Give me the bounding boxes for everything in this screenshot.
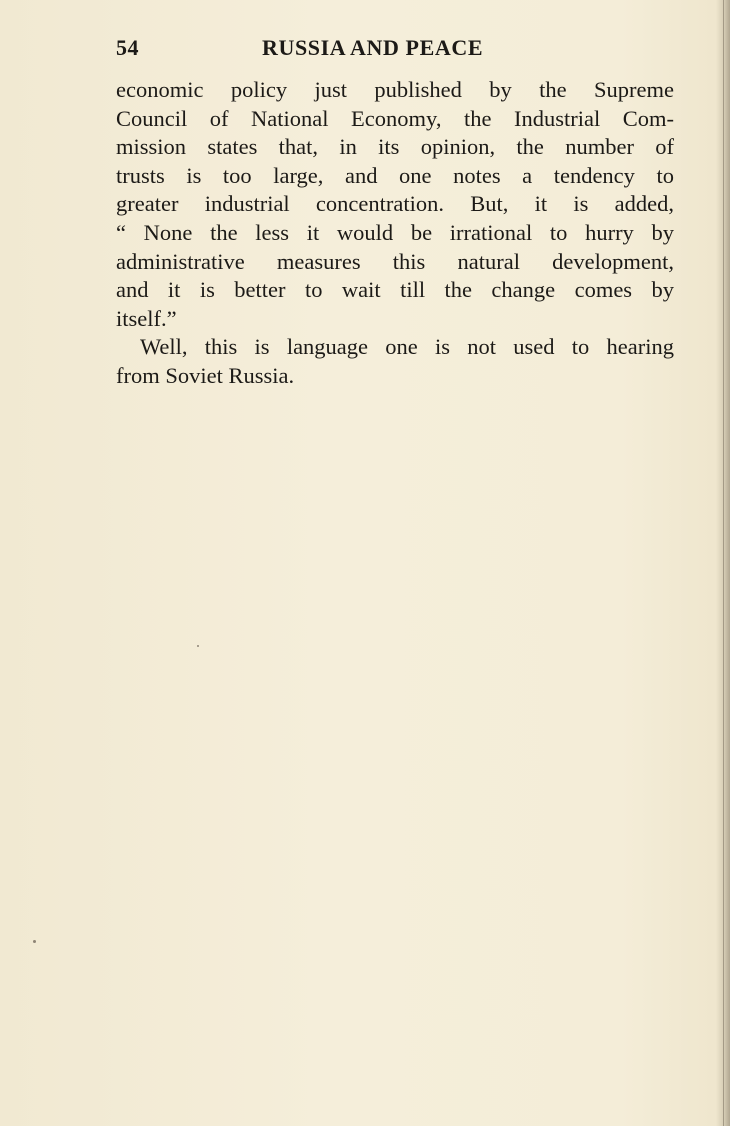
paper-speck xyxy=(33,940,36,943)
paragraph-first-line: Well, this is language one is not used to hearing xyxy=(140,334,674,360)
text-line: greater industrial concentration. But, it is added, xyxy=(116,191,674,217)
page-header xyxy=(116,35,676,65)
text-line: mission states that, in its opinion, the number of xyxy=(116,134,674,160)
text-line: economic policy just published by the Supreme xyxy=(116,77,674,102)
page-number: 54 xyxy=(116,35,139,60)
paper-speck xyxy=(197,645,199,647)
body-text xyxy=(116,76,674,391)
text-line: and it is better to wait till the change comes by xyxy=(116,277,674,303)
text-line: Council of National Economy, the Industrial Com- xyxy=(116,105,674,131)
text-line: itself.” xyxy=(116,305,177,331)
text-line: from Soviet Russia. xyxy=(116,362,295,388)
page-edge-line xyxy=(723,0,724,1126)
text-line: “ None the less it would be irrational to hurry by xyxy=(116,219,674,245)
text-line: trusts is too large, and one notes a tendency to xyxy=(116,162,674,188)
running-title: RUSSIA AND PEACE xyxy=(262,35,484,60)
text-line: administrative measures this natural development, xyxy=(116,248,674,274)
